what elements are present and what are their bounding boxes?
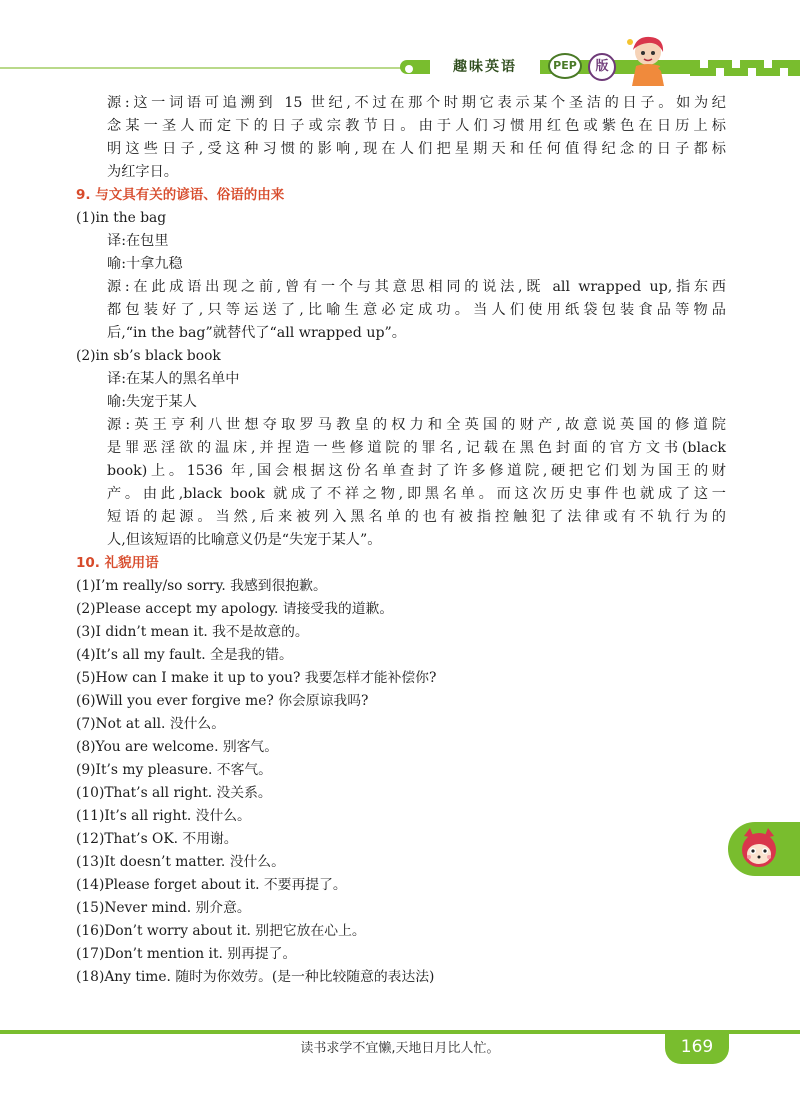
phrase-item: (1)I’m really/so sorry. 我感到很抱歉。 bbox=[76, 578, 327, 594]
edition-badge: 版 bbox=[588, 53, 616, 81]
phrase-item: (18)Any time. 随时为你效劳。(是一种比较随意的表达法) bbox=[76, 969, 435, 985]
phrase-item: (5)How can I make it up to you? 我要怎样才能补偿你? bbox=[76, 670, 437, 686]
idiom-meaning: 喻:失宠于某人 bbox=[107, 394, 197, 410]
phrase-item: (13)It doesn’t matter. 没什么。 bbox=[76, 854, 285, 870]
page-body bbox=[76, 92, 726, 989]
idiom-label: (2)in sb’s black book bbox=[76, 348, 221, 364]
fox-mascot-icon bbox=[736, 826, 782, 872]
idiom-origin-line: 短语的起源。当然,后来被列入黑名单的也有被指控触犯了法律或有不轨行为的 bbox=[107, 509, 726, 525]
idiom-meaning: 喻:十拿九稳 bbox=[107, 256, 183, 272]
phrase-item: (9)It’s my pleasure. 不客气。 bbox=[76, 762, 272, 778]
page-number: 169 bbox=[665, 1030, 729, 1064]
section-heading-10: 10. 礼貌用语 bbox=[76, 555, 159, 571]
pep-badge: PEP bbox=[548, 53, 582, 79]
phrase-item: (14)Please forget about it. 不要再提了。 bbox=[76, 877, 347, 893]
p1-line: 念某一圣人而定下的日子或宗教节日。由于人们习惯用红色或紫色在日历上标 bbox=[107, 118, 726, 134]
phrase-item: (10)That’s all right. 没关系。 bbox=[76, 785, 272, 801]
idiom-origin-line: 人,但该短语的比喻意义仍是“失宠于某人”。 bbox=[107, 532, 382, 548]
idiom-origin-line: 源:在此成语出现之前,曾有一个与其意思相同的说法,既 all wrapped up,指东西 bbox=[107, 279, 726, 295]
idiom-origin-line: 源:英王亨利八世想夺取罗马教皇的权力和全英国的财产,故意说英国的修道院 bbox=[107, 417, 726, 433]
phrase-item: (6)Will you ever forgive me? 你会原谅我吗? bbox=[76, 693, 369, 709]
footer-motto: 读书求学不宜懒,天地日月比人忙。 bbox=[300, 1041, 500, 1056]
phrase-item: (12)That’s OK. 不用谢。 bbox=[76, 831, 238, 847]
phrase-item: (8)You are welcome. 别客气。 bbox=[76, 739, 279, 755]
idiom-origin-line: book)上。1536 年,国会根据这份名单查封了许多修道院,硬把它们划为国王的财 bbox=[107, 463, 726, 479]
section-heading-9: 9. 与文具有关的谚语、俗语的由来 bbox=[76, 187, 285, 203]
p1-line: 源:这一词语可追溯到 15 世纪,不过在那个时期它表示某个圣洁的日子。如为纪 bbox=[107, 95, 726, 111]
header-dot bbox=[405, 65, 413, 73]
idiom-origin-line: 产。由此,black book 就成了不祥之物,即黑名单。而这次历史事件也就成了这一 bbox=[107, 486, 726, 502]
header-title: 趣味英语 bbox=[430, 56, 540, 78]
p1-line: 明这些日子,受这种习惯的影响,现在人们把星期天和任何值得纪念的日子都标 bbox=[107, 141, 726, 157]
idiom-translation: 译:在某人的黑名单中 bbox=[107, 371, 240, 387]
idiom-translation: 译:在包里 bbox=[107, 233, 169, 249]
phrase-item: (11)It’s all right. 没什么。 bbox=[76, 808, 251, 824]
phrase-item: (15)Never mind. 别介意。 bbox=[76, 900, 251, 916]
phrase-item: (4)It’s all my fault. 全是我的错。 bbox=[76, 647, 293, 663]
phrase-item: (17)Don’t mention it. 别再提了。 bbox=[76, 946, 297, 962]
idiom-origin-line: 是罪恶淫欲的温床,并捏造一些修道院的罪名,记载在黑色封面的官方文书(black bbox=[107, 440, 726, 456]
phrase-item: (2)Please accept my apology. 请接受我的道歉。 bbox=[76, 601, 394, 617]
idiom-origin-line: 后,“in the bag”就替代了“all wrapped up”。 bbox=[107, 325, 406, 341]
checker-pattern bbox=[690, 60, 800, 76]
idiom-label: (1)in the bag bbox=[76, 210, 167, 226]
phrase-item: (3)I didn’t mean it. 我不是故意的。 bbox=[76, 624, 309, 640]
phrase-item: (7)Not at all. 没什么。 bbox=[76, 716, 226, 732]
p1-line: 为红字日。 bbox=[107, 164, 178, 180]
page-header bbox=[0, 0, 800, 95]
phrase-item: (16)Don’t worry about it. 别把它放在心上。 bbox=[76, 923, 366, 939]
girl-mascot-icon bbox=[618, 30, 678, 90]
idiom-origin-line: 都包装好了,只等运送了,比喻生意必定成功。当人们使用纸袋包装食品等物品 bbox=[107, 302, 726, 318]
